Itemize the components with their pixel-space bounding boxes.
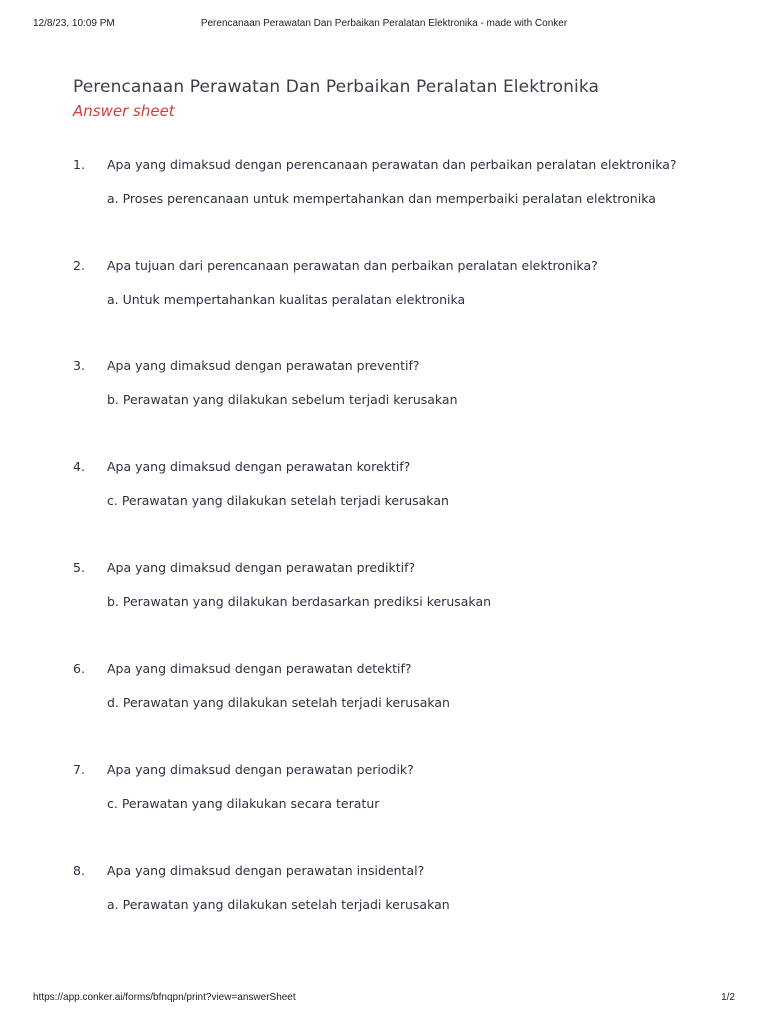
- question-item-6: [0, 661, 768, 721]
- answer-text: b. Perawatan yang dilakukan sebelum terjadi kerusakan: [107, 392, 458, 407]
- print-page-number: 1/2: [721, 992, 735, 1003]
- document-title: Perencanaan Perawatan Dan Perbaikan Peralatan Elektronika: [73, 77, 599, 97]
- question-number: 2.: [73, 258, 85, 273]
- question-number: 3.: [73, 358, 85, 373]
- question-item-5: [0, 560, 768, 620]
- question-text: Apa tujuan dari perencanaan perawatan dan perbaikan peralatan elektronika?: [107, 258, 598, 273]
- question-text: Apa yang dimaksud dengan perawatan detektif?: [107, 661, 412, 676]
- print-header: [0, 0, 768, 50]
- answer-text: b. Perawatan yang dilakukan berdasarkan prediksi kerusakan: [107, 594, 492, 609]
- question-item-4: [0, 459, 768, 519]
- question-text: Apa yang dimaksud dengan perawatan insidental?: [107, 863, 425, 878]
- answer-text: d. Perawatan yang dilakukan setelah terjadi kerusakan: [107, 695, 450, 710]
- question-number: 7.: [73, 762, 85, 777]
- question-text: Apa yang dimaksud dengan perawatan korektif?: [107, 459, 411, 474]
- question-item-8: [0, 863, 768, 923]
- question-text: Apa yang dimaksud dengan perawatan preventif?: [107, 358, 420, 373]
- question-number: 5.: [73, 560, 85, 575]
- question-item-3: [0, 358, 768, 418]
- print-datetime: 12/8/23, 10:09 PM: [33, 18, 115, 29]
- question-text: Apa yang dimaksud dengan perencanaan perawatan dan perbaikan peralatan elektronika?: [107, 157, 677, 172]
- question-text: Apa yang dimaksud dengan perawatan prediktif?: [107, 560, 416, 575]
- question-item-7: [0, 762, 768, 822]
- question-number: 6.: [73, 661, 85, 676]
- answer-text: a. Untuk mempertahankan kualitas peralatan elektronika: [107, 292, 466, 307]
- question-item-1: [0, 157, 768, 217]
- print-footer-url: https://app.conker.ai/forms/bfnqpn/print?view=answerSheet: [33, 992, 296, 1003]
- answer-text: c. Perawatan yang dilakukan secara teratur: [107, 796, 380, 811]
- answer-text: a. Perawatan yang dilakukan setelah terjadi kerusakan: [107, 897, 450, 912]
- question-item-2: [0, 258, 768, 318]
- print-page-title: Perencanaan Perawatan Dan Perbaikan Peralatan Elektronika - made with Conker: [200, 18, 568, 29]
- answer-text: c. Perawatan yang dilakukan setelah terjadi kerusakan: [107, 493, 449, 508]
- question-text: Apa yang dimaksud dengan perawatan periodik?: [107, 762, 414, 777]
- question-number: 1.: [73, 157, 85, 172]
- document-subtitle: Answer sheet: [73, 102, 175, 120]
- question-number: 4.: [73, 459, 85, 474]
- question-number: 8.: [73, 863, 85, 878]
- answer-text: a. Proses perencanaan untuk mempertahankan dan memperbaiki peralatan elektronika: [107, 191, 656, 206]
